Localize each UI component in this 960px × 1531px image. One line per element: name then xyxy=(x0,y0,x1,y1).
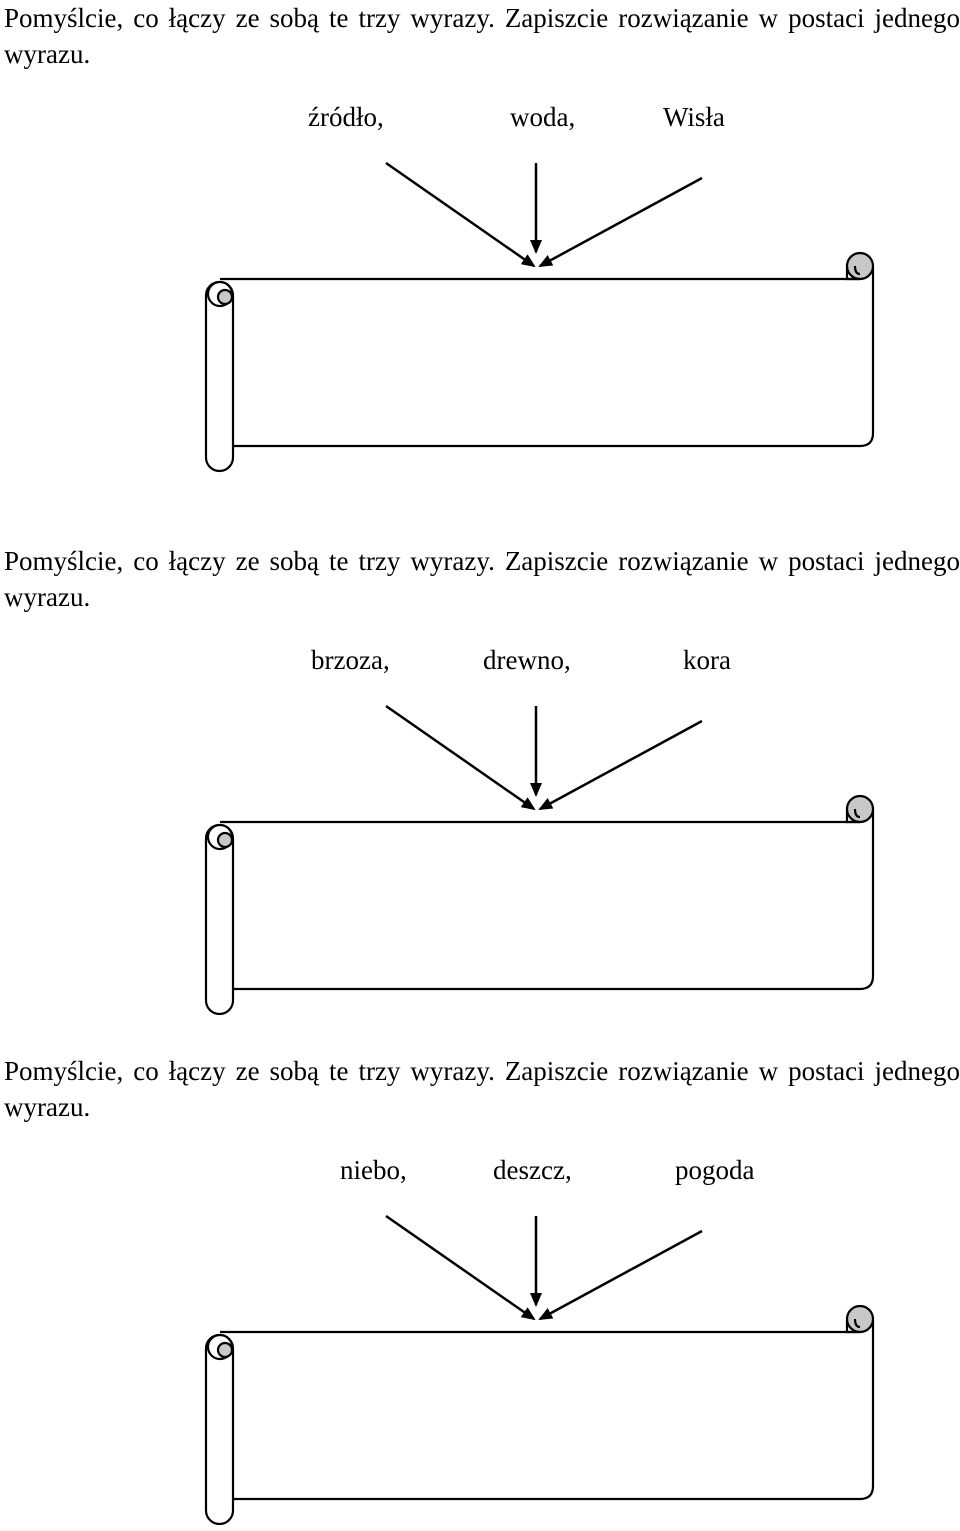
task-1 xyxy=(0,0,960,510)
arrow-right-icon xyxy=(540,1231,702,1319)
task-3 xyxy=(0,1053,960,1531)
instruction-text: Pomyślcie, co łączy ze sobą te trzy wyrazy. Zapiszcie rozwiązanie w postaci jednego wyrazu. xyxy=(4,1056,960,1122)
clue-word-2: woda, xyxy=(510,102,576,132)
clue-word-3: Wisła xyxy=(663,102,725,132)
answer-field[interactable] xyxy=(240,1343,860,1493)
clue-word-1: źródło, xyxy=(308,102,384,132)
arrow-left-icon xyxy=(386,1216,534,1319)
clue-word-1: niebo, xyxy=(340,1155,407,1185)
arrow-left-icon xyxy=(386,706,534,809)
clue-word-2: drewno, xyxy=(483,645,571,675)
clue-word-3: kora xyxy=(683,645,731,675)
clue-word-2: deszcz, xyxy=(493,1155,572,1185)
clue-word-3: pogoda xyxy=(675,1155,755,1185)
answer-field[interactable] xyxy=(240,290,860,440)
instruction-text: Pomyślcie, co łączy ze sobą te trzy wyrazy. Zapiszcie rozwiązanie w postaci jednego wyrazu. xyxy=(4,3,960,69)
arrow-left-icon xyxy=(386,163,534,266)
answer-field[interactable] xyxy=(240,833,860,983)
arrow-right-icon xyxy=(540,721,702,809)
task-2 xyxy=(0,543,960,1053)
clue-word-1: brzoza, xyxy=(311,645,390,675)
instruction-text: Pomyślcie, co łączy ze sobą te trzy wyrazy. Zapiszcie rozwiązanie w postaci jednego wyrazu. xyxy=(4,546,960,612)
arrow-right-icon xyxy=(540,178,702,266)
